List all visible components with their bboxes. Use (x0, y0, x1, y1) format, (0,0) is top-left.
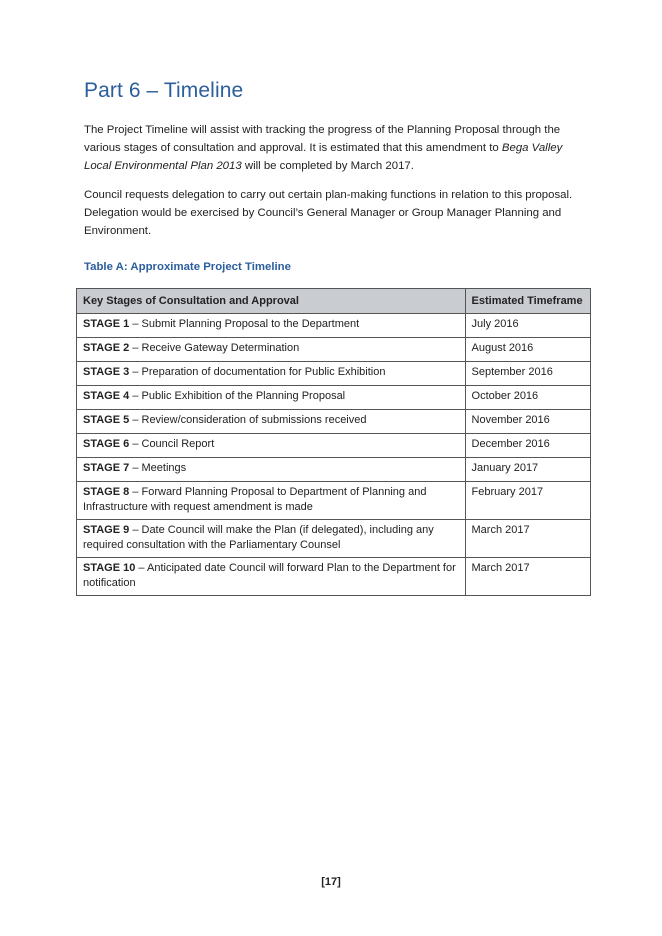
timeline-table (76, 288, 591, 596)
stage-description: – Forward Planning Proposal to Department of Planning and Infrastructure with request amendment is made (83, 486, 427, 513)
intro-text-a: The Project Timeline will assist with tracking the progress of the Planning Proposal through the various stages of consultation and approval. It is estimated that this amendment to (84, 124, 561, 154)
page-number: [17] (321, 876, 341, 888)
table-row (77, 314, 591, 338)
timeframe-cell: March 2017 (465, 558, 590, 596)
timeframe-cell: August 2016 (465, 338, 590, 362)
timeframe-cell: September 2016 (465, 362, 590, 386)
stage-number: STAGE 3 (83, 366, 130, 378)
stage-description: – Review/consideration of submissions received (129, 414, 367, 426)
table-row (77, 362, 591, 386)
stage-cell (77, 458, 466, 482)
table-row (77, 434, 591, 458)
stage-cell (77, 362, 466, 386)
stage-cell (77, 314, 466, 338)
stage-description: – Council Report (129, 438, 215, 450)
header-timeframe: Estimated Timeframe (465, 289, 590, 314)
table-row (77, 458, 591, 482)
stage-number: STAGE 10 (83, 562, 136, 574)
table-caption: Table A: Approximate Project Timeline (84, 261, 291, 273)
intro-text-b: will be completed by March 2017. (241, 160, 414, 172)
stage-number: STAGE 7 (83, 462, 130, 474)
stage-number: STAGE 1 (83, 318, 130, 330)
table-row (77, 410, 591, 434)
stage-cell (77, 482, 466, 520)
stage-description: – Submit Planning Proposal to the Department (129, 318, 360, 330)
page-heading: Part 6 – Timeline (84, 79, 244, 102)
table-row (77, 482, 591, 520)
intro-paragraph-1 (84, 121, 584, 175)
stage-description: – Meetings (129, 462, 187, 474)
stage-number: STAGE 6 (83, 438, 130, 450)
stage-description: – Receive Gateway Determination (129, 342, 300, 354)
stage-number: STAGE 9 (83, 524, 130, 536)
table-row (77, 520, 591, 558)
table-row (77, 338, 591, 362)
timeframe-cell: February 2017 (465, 482, 590, 520)
timeframe-cell: January 2017 (465, 458, 590, 482)
header-stages: Key Stages of Consultation and Approval (77, 289, 466, 314)
stage-number: STAGE 8 (83, 486, 130, 498)
stage-description: – Preparation of documentation for Public Exhibition (129, 366, 386, 378)
table-row (77, 386, 591, 410)
stage-cell (77, 338, 466, 362)
stage-cell (77, 386, 466, 410)
stage-cell (77, 558, 466, 596)
stage-number: STAGE 4 (83, 390, 130, 402)
stage-description: – Date Council will make the Plan (if delegated), including any required consultation with the Parliamentary Counsel (83, 524, 434, 551)
timeframe-cell: March 2017 (465, 520, 590, 558)
intro-paragraph-2: Council requests delegation to carry out certain plan-making functions in relation to this proposal. Delegation would be exercised by Council’s General Manager or Group Manager Planning and Environment. (84, 189, 573, 237)
plan-name: Bega Valley Local Environmental Plan 2013 (84, 142, 563, 172)
stage-description: – Anticipated date Council will forward Plan to the Department for notification (83, 562, 456, 589)
stage-description: – Public Exhibition of the Planning Proposal (129, 390, 346, 402)
stage-number: STAGE 5 (83, 414, 130, 426)
stage-cell (77, 520, 466, 558)
timeframe-cell: November 2016 (465, 410, 590, 434)
stage-number: STAGE 2 (83, 342, 130, 354)
timeframe-cell: December 2016 (465, 434, 590, 458)
stage-cell (77, 434, 466, 458)
timeframe-cell: October 2016 (465, 386, 590, 410)
stage-cell (77, 410, 466, 434)
timeframe-cell: July 2016 (465, 314, 590, 338)
table-header-row (77, 289, 591, 314)
table-row (77, 558, 591, 596)
